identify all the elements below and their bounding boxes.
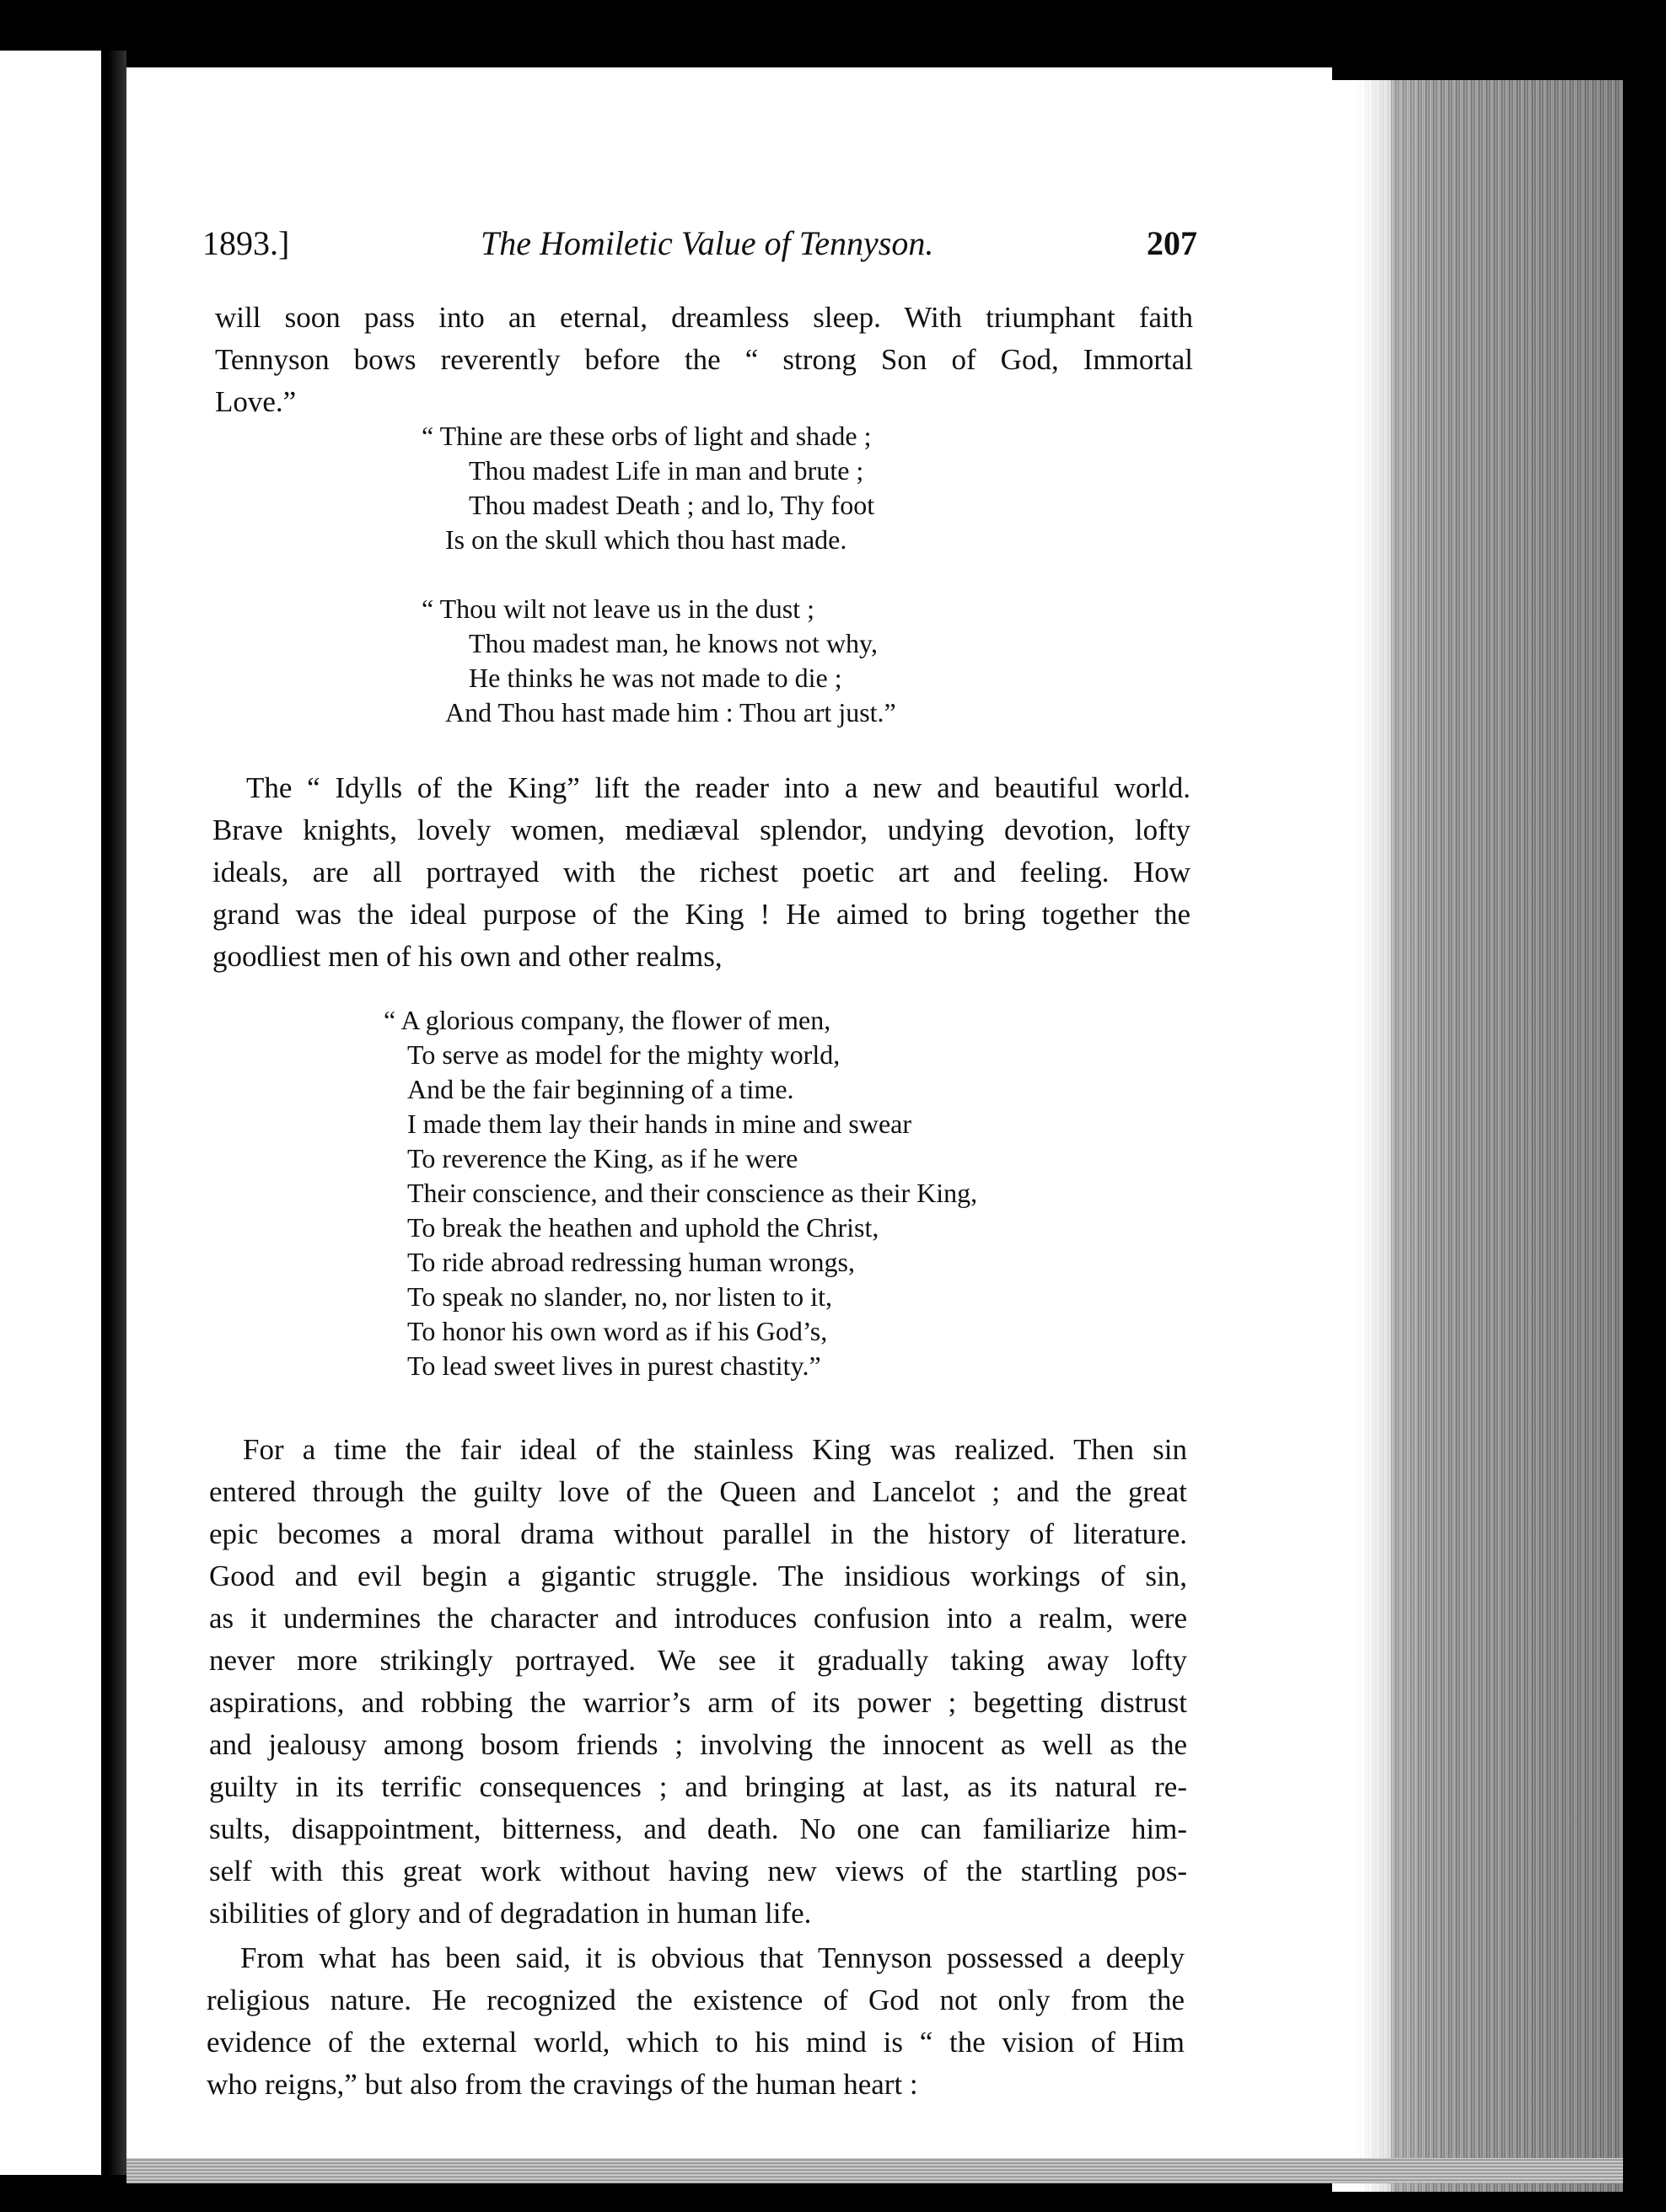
verse-line: He thinks he was not made to die ; xyxy=(469,663,842,693)
verse-line: “ A glorious company, the flower of men, xyxy=(384,1005,831,1035)
verse-line: To honor his own word as if his God’s, xyxy=(407,1316,828,1346)
text-line: goodliest men of his own and other realms, xyxy=(212,940,723,973)
verse-line: To serve as model for the mighty world, xyxy=(407,1039,841,1070)
text-line: aspirations, and robbing the warrior’s arm of its power ; begetting distrust xyxy=(209,1686,1187,1719)
text-line: Brave knights, lovely women, mediæval splendor, undying devotion, lofty xyxy=(212,813,1190,846)
text-line: who reigns,” but also from the cravings of the human heart : xyxy=(207,2068,918,2101)
verse-line: To lead sweet lives in purest chastity.” xyxy=(407,1350,821,1381)
header-year: 1893.] xyxy=(202,224,290,262)
header-title: The Homiletic Value of Tennyson. xyxy=(481,224,934,262)
text-line: grand was the ideal purpose of the King ! He aimed to bring together the xyxy=(212,898,1190,931)
page-number: 207 xyxy=(1147,224,1197,262)
verse-line: And be the fair beginning of a time. xyxy=(407,1074,794,1104)
text-line: sults, disappointment, bitterness, and death. No one can familiarize him- xyxy=(209,1812,1187,1845)
paragraph-2 xyxy=(212,767,1190,978)
book-bottom-edge xyxy=(126,2158,1623,2183)
text-line: epic becomes a moral drama without parallel in the history of literature. xyxy=(209,1517,1187,1550)
running-head xyxy=(202,223,1197,274)
text-line: The “ Idylls of the King” lift the reader into a new and beautiful world. xyxy=(246,771,1190,804)
verse-line: To reverence the King, as if he were xyxy=(407,1143,798,1173)
verse-line: Thou madest Death ; and lo, Thy foot xyxy=(469,490,875,520)
verse-line: Thou madest man, he knows not why, xyxy=(469,628,878,658)
text-line: guilty in its terrific consequences ; and bringing at last, as its natural re- xyxy=(209,1770,1187,1803)
text-line: will soon pass into an eternal, dreamless sleep. With triumphant faith xyxy=(215,301,1193,334)
verse-line: I made them lay their hands in mine and swear xyxy=(407,1109,912,1139)
verse-line: Thou madest Life in man and brute ; xyxy=(469,455,864,486)
text-line: From what has been said, it is obvious that Tennyson possessed a deeply xyxy=(240,1941,1185,1974)
text-line: self with this great work without having new views of the startling pos- xyxy=(209,1855,1187,1887)
paragraph-1 xyxy=(215,297,1193,423)
verse-line: “ Thine are these orbs of light and shade ; xyxy=(422,421,872,451)
verse-stanza-2 xyxy=(422,592,896,730)
text-line: evidence of the external world, which to his mind is “ the vision of Him xyxy=(207,2026,1185,2059)
text-line: entered through the guilty love of the Queen and Lancelot ; and the great xyxy=(209,1475,1187,1508)
verse-line: Their conscience, and their conscience as their King, xyxy=(407,1178,978,1208)
text-line: ideals, are all portrayed with the richest poetic art and feeling. How xyxy=(212,856,1190,889)
book-fore-edge xyxy=(1332,80,1623,2192)
text-line: and jealousy among bosom friends ; involving the innocent as well as the xyxy=(209,1728,1187,1761)
verse-line: “ Thou wilt not leave us in the dust ; xyxy=(422,593,815,624)
verse-stanza-1 xyxy=(422,419,874,557)
verse-line: To ride abroad redressing human wrongs, xyxy=(407,1247,855,1277)
text-line: as it undermines the character and introduces confusion into a realm, were xyxy=(209,1602,1187,1635)
paragraph-4 xyxy=(207,1937,1185,2106)
text-line: Good and evil begin a gigantic struggle. The insidious workings of sin, xyxy=(209,1560,1187,1592)
verse-line: And Thou hast made him : Thou art just.” xyxy=(445,697,896,727)
left-page-edge xyxy=(0,51,108,2175)
text-line: Tennyson bows reverently before the “ strong Son of God, Immortal xyxy=(215,343,1193,376)
text-line: For a time the fair ideal of the stainless King was realized. Then sin xyxy=(243,1433,1187,1466)
verse-stanza-3 xyxy=(384,1003,977,1383)
paragraph-3 xyxy=(209,1429,1187,1935)
verse-line: Is on the skull which thou hast made. xyxy=(445,524,847,555)
text-line: religious nature. He recognized the existence of God not only from the xyxy=(207,1984,1185,2016)
text-line: never more strikingly portrayed. We see it gradually taking away lofty xyxy=(209,1644,1187,1677)
text-line: Love.” xyxy=(215,385,297,418)
verse-line: To break the heathen and uphold the Christ, xyxy=(407,1212,879,1243)
verse-line: To speak no slander, no, nor listen to it, xyxy=(407,1281,832,1312)
gutter-shadow xyxy=(108,51,126,2175)
text-line: sibilities of glory and of degradation in human life. xyxy=(209,1897,812,1930)
